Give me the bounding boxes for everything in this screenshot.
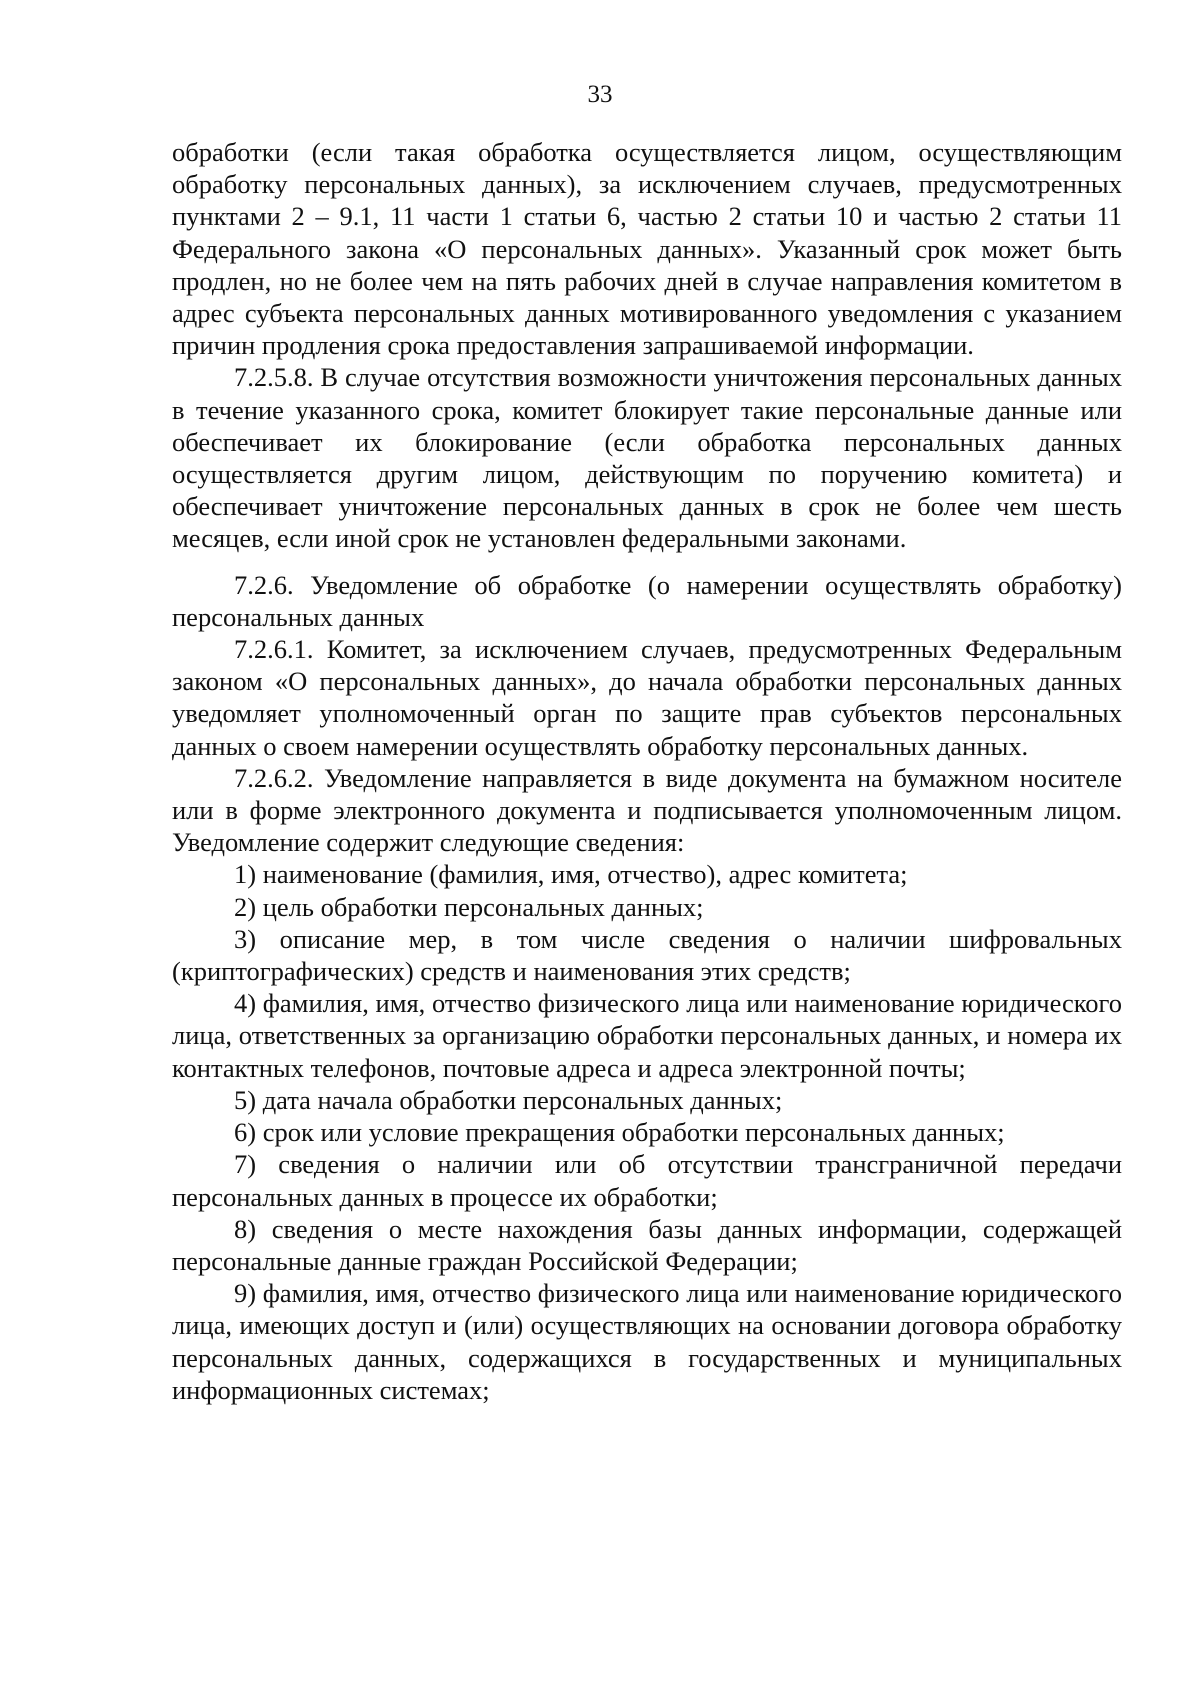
list-item-9: 9) фамилия, имя, отчество физического лица или наименование юридического лица, имеющих доступ и (или) осуществляющих на основании договора обработку персональных данных, содержащихся в государственных и муниципальных информационных системах; [172, 1278, 1122, 1405]
section-heading-7-2-6: 7.2.6. Уведомление об обработке (о намерении осуществлять обработку) персональных данных [172, 569, 1122, 632]
list-item-5: 5) дата начала обработки персональных данных; [234, 1084, 783, 1115]
paragraph-7-2-6-2: 7.2.6.2. Уведомление направляется в виде документа на бумажном носителе или в форме электронного документа и подписывается уполномоченным лицом. Уведомление содержит следующие сведения: [172, 762, 1122, 858]
list-item-8: 8) сведения о месте нахождения базы данных информации, содержащей персональные данные граждан Российской Федерации; [172, 1213, 1122, 1276]
list-item-4: 4) фамилия, имя, отчество физического лица или наименование юридического лица, ответственных за организацию обработки персональных данных, и номера их контактных телефонов, почтовые адреса и адреса электронной почты; [172, 988, 1122, 1083]
list-item-3: 3) описание мер, в том числе сведения о наличии шифровальных (криптографических) средств и наименования этих средств; [172, 923, 1122, 987]
list-item-1: 1) наименование (фамилия, имя, отчество), адрес комитета; [234, 859, 908, 890]
paragraph-7-2-5-8: 7.2.5.8. В случае отсутствия возможности уничтожения персональных данных в течение указанного срока, комитет блокирует такие персональные данные или обеспечивает их блокирование (если обработка персональных данных осуществляется другим лицом, действующим по поручению комитета) и обеспечивает уничтожение персональных данных в срок не более чем шесть месяцев, если иной срок не установлен федеральными законами. [172, 362, 1122, 554]
paragraph-7-2-6-1: 7.2.6.1. Комитет, за исключением случаев, предусмотренных Федеральным законом «О персональных данных», до начала обработки персональных данных уведомляет уполномоченный орган по защите прав субъектов персональных данных о своем намерении осуществлять обработку персональных данных. [172, 634, 1122, 761]
list-item-6: 6) срок или условие прекращения обработки персональных данных; [234, 1117, 1005, 1148]
document-body [172, 136, 1122, 1406]
page-number: 33 [587, 81, 613, 108]
list-item-2: 2) цель обработки персональных данных; [234, 891, 704, 922]
list-item-7: 7) сведения о наличии или об отсутствии трансграничной передачи персональных данных в процессе их обработки; [172, 1149, 1122, 1212]
paragraph-continuation: обработки (если такая обработка осуществляется лицом, осуществляющим обработку персональных данных), за исключением случаев, предусмотренных пунктами 2 – 9.1, 11 части 1 статьи 6, частью 2 статьи 10 и частью 2 статьи 11 Федерального закона «О персональных данных». Указанный срок может быть продлен, но не более чем на пять рабочих дней в случае направления комитетом в адрес субъекта персональных данных мотивированного уведомления с указанием причин продления срока предоставления запрашиваемой информации. [172, 137, 1122, 361]
